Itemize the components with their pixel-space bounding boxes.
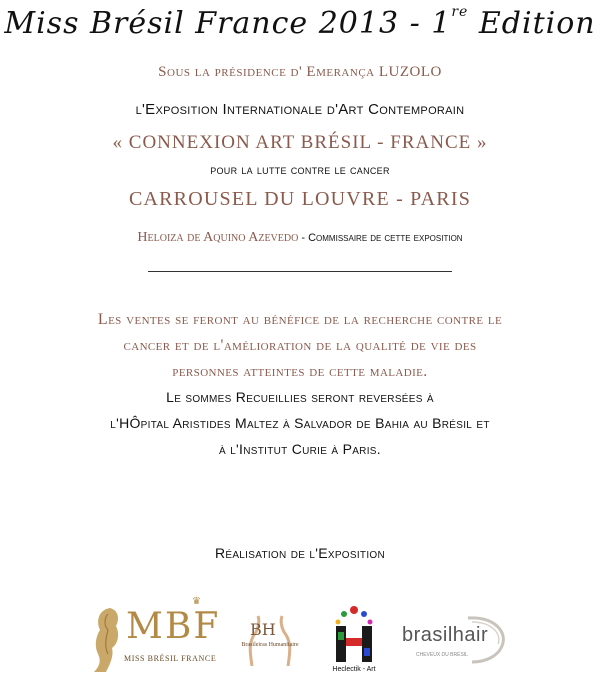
- cause-line: pour la lutte contre le cancer: [210, 162, 390, 177]
- mbf-logo-subtitle: MISS BRÉSIL FRANCE: [124, 654, 217, 663]
- donation-line-2: l'HÔpital Aristides Maltez à Salvador de Bahia au Brésil et: [110, 415, 490, 431]
- page-title: Miss Brésil France 2013 - 1re Edition: [4, 4, 596, 41]
- curator-name: Heloiza de Aquino Azevedo: [137, 230, 299, 245]
- mbf-logo-text: MBF: [126, 606, 221, 647]
- brasilhair-logo: [398, 612, 512, 666]
- donation-line-1: Le sommes Recueillies seront reversées à: [166, 389, 434, 405]
- bh-logo: [230, 612, 310, 666]
- event-name: « CONNEXION ART BRÉSIL - FRANCE »: [112, 132, 488, 153]
- curator-role: - Commissaire de cette exposition: [298, 232, 463, 244]
- presidency-line: Sous la présidence d' Emerança LUZOLO: [158, 64, 442, 80]
- heclectik-logo: [324, 604, 384, 676]
- donation-line-3: à l'Institut Curie à Paris.: [219, 441, 381, 457]
- divider: [148, 271, 452, 272]
- benefit-line-3: personnes atteintes de cette maladie.: [172, 363, 428, 380]
- bh-logo-subtitle: Brasileiras Humanitaire: [241, 642, 299, 648]
- woman-silhouette-icon: [88, 604, 128, 674]
- exposition-line: l'Exposition Internationale d'Art Contemporain: [135, 101, 465, 118]
- heclectik-figure-icon: [324, 604, 384, 666]
- curator-line: [0, 230, 600, 246]
- brasilhair-logo-text: brasilhair: [402, 624, 489, 646]
- heclectik-logo-subtitle: Heclectik - Art: [332, 666, 376, 673]
- mbf-logo: [88, 596, 226, 674]
- benefit-line-1: Les ventes se feront au bénéfice de la recherche contre le: [97, 311, 503, 328]
- brasilhair-logo-subtitle: CHEVEUX DU BRÉSIL: [416, 652, 468, 658]
- crown-icon: ♛: [192, 596, 201, 607]
- realisation-heading: Réalisation de l'Exposition: [214, 545, 386, 561]
- bh-logo-text: BH: [250, 620, 276, 639]
- benefit-line-2: cancer et de l'amélioration de la qualité de vie des: [123, 337, 477, 354]
- venue-line: CARROUSEL DU LOUVRE - PARIS: [128, 188, 472, 210]
